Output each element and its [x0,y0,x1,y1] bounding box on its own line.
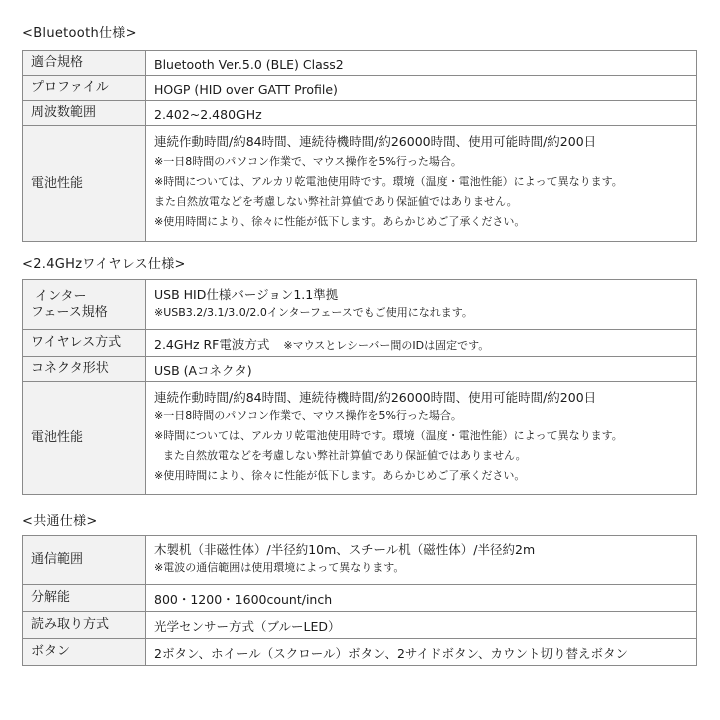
row-label: ボタン [23,639,146,666]
range-note: ※電波の通信範囲は使用環境によって異なります。 [154,561,405,574]
table-row [23,585,697,612]
common-section-title: <共通仕様> [22,514,98,529]
table-row [23,280,697,330]
wireless-spec-table [22,279,697,495]
battery-value: 連続作動時間/約84時間、連続待機時間/約26000時間、使用可能時間/約200日 [154,389,597,405]
interface-label-line1: インター [35,288,87,304]
row-label: 周波数範囲 [23,101,146,126]
row-value [146,51,697,76]
row-value [146,101,697,126]
row-label: 読み取り方式 [23,612,146,639]
range-value: 木製机（非磁性体）/半径約10m、スチール机（磁性体）/半径約2m [154,542,536,557]
common-spec-table [22,535,697,666]
row-value [146,612,697,639]
connector-value: USB (Aコネクタ) [154,362,252,378]
row-label: ワイヤレス方式 [23,330,146,357]
battery-note: ※時間については、アルカリ乾電池使用時です。環境（温度・電池性能）によって異なります。 [154,428,623,442]
table-row [23,126,697,242]
battery-note: ※時間については、アルカリ乾電池使用時です。環境（温度・電池性能）によって異なります。 [154,175,623,188]
battery-note: ※使用時間により、徐々に性能が低下します。あらかじめご了承ください。 [154,468,526,482]
battery-note: また自然放電などを考慮しない弊社計算値であり保証値ではありません。 [154,195,518,208]
row-value [146,357,697,382]
battery-note: ※一日8時間のパソコン作業で、マウス操作を5%行った場合。 [154,408,462,422]
table-row [23,382,697,495]
row-value [146,585,697,612]
row-label: 分解能 [23,585,146,612]
row-label [23,280,146,330]
method-value: 2.4GHz RF電波方式 [154,336,270,352]
table-row [23,76,697,101]
frequency-value: 2.402~2.480GHz [154,106,262,122]
resolution-value: 800・1200・1600count/inch [154,591,333,607]
profile-value: HOGP (HID over GATT Profile) [154,81,338,97]
row-value [146,280,697,330]
bluetooth-section-title: <Bluetooth仕様> [22,26,137,41]
battery-note: ※使用時間により、徐々に性能が低下します。あらかじめご了承ください。 [154,215,526,228]
row-value [146,330,697,357]
buttons-value: 2ボタン、ホイール（スクロール）ボタン、2サイドボタン、カウント切り替えボタン [154,645,629,661]
row-value [146,126,697,242]
row-label: コネクタ形状 [23,357,146,382]
row-label: 通信範囲 [23,536,146,585]
interface-label-line2: フェース規格 [31,304,108,320]
row-label: 電池性能 [23,126,146,242]
table-row [23,51,697,76]
table-row [23,612,697,639]
row-value [146,76,697,101]
method-note: ※マウスとレシーバー間のIDは固定です。 [283,338,490,352]
table-row [23,639,697,666]
table-row [23,330,697,357]
interface-value: USB HID仕様バージョン1.1準拠 [154,286,339,302]
bluetooth-spec-table [22,50,697,242]
wireless-section-title: <2.4GHzワイヤレス仕様> [22,257,186,272]
row-label: 電池性能 [23,382,146,495]
table-row [23,357,697,382]
row-value [146,536,697,585]
battery-note: ※一日8時間のパソコン作業で、マウス操作を5%行った場合。 [154,155,462,168]
table-row [23,101,697,126]
table-row [23,536,697,585]
row-value [146,382,697,495]
standard-value: Bluetooth Ver.5.0 (BLE) Class2 [154,56,344,72]
sensor-value: 光学センサー方式（ブルーLED） [154,618,341,634]
interface-note: ※USB3.2/3.1/3.0/2.0インターフェースでもご使用になれます。 [154,305,473,319]
row-value [146,639,697,666]
battery-note: また自然放電などを考慮しない弊社計算値であり保証値ではありません。 [163,448,527,462]
row-label: 適合規格 [23,51,146,76]
battery-value: 連続作動時間/約84時間、連続待機時間/約26000時間、使用可能時間/約200日 [154,134,597,149]
row-label: プロファイル [23,76,146,101]
